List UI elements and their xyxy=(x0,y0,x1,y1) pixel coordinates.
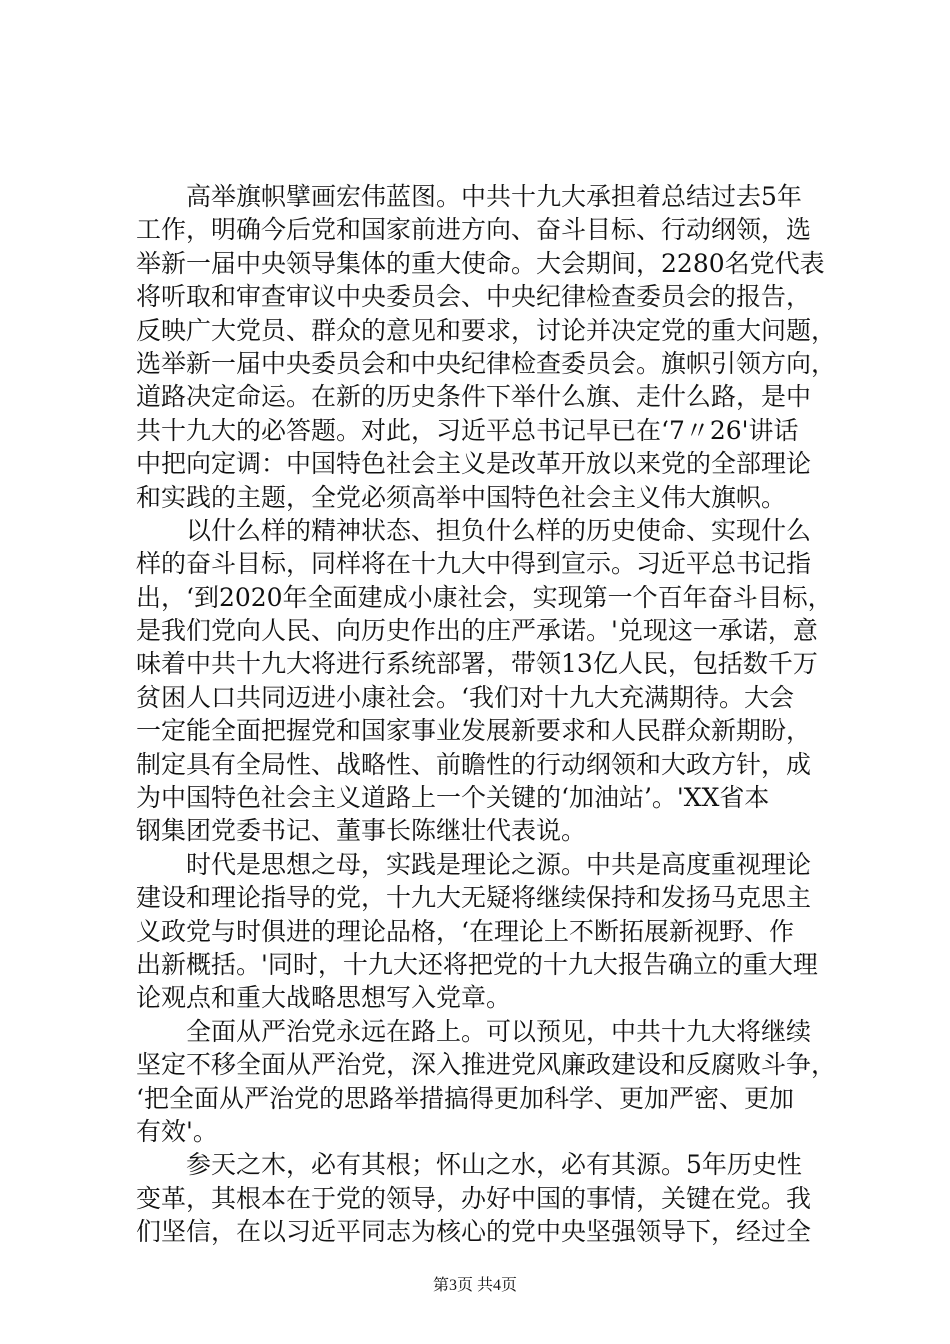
page-number-label: 第3页 共4页 xyxy=(432,1277,517,1294)
text-line: 变革，其根本在于党的领导，办好中国的事情，关键在党。我 xyxy=(136,1183,812,1213)
text-line: 为中国特色社会主义道路上一个关键的‘加油站’。'XX省本 xyxy=(136,783,770,813)
text-line: 将听取和审查审议中央委员会、中央纪律检查委员会的报告， xyxy=(136,282,812,312)
text-line: 高举旗帜擘画宏伟蓝图。中共十九大承担着总结过去5年 xyxy=(136,182,802,211)
text-line: 论观点和重大战略思想写入党章。 xyxy=(136,983,512,1013)
text-line: 建设和理论指导的党，十九大无疑将继续保持和发扬马克思主 xyxy=(136,883,812,913)
text-line: 钢集团党委书记、董事长陈继壮代表说。 xyxy=(136,816,587,846)
text-line: 和实践的主题，全党必须高举中国特色社会主义伟大旗帜。 xyxy=(136,482,787,512)
text-line: 以什么样的精神状态、担负什么样的历史使命、实现什么 xyxy=(136,515,812,545)
text-line: 样的奋斗目标，同样将在十九大中得到宣示。习近平总书记指 xyxy=(136,549,812,579)
text-line: 是我们党向人民、向历史作出的庄严承诺。'兑现这一承诺，意 xyxy=(136,616,818,646)
text-line: 全面从严治党永远在路上。可以预见，中共十九大将继续 xyxy=(136,1016,812,1046)
text-line: 义政党与时俱进的理论品格，‘在理论上不断拓展新视野、作 xyxy=(136,916,794,946)
text-line: 出，‘到2020年全面建成小康社会，实现第一个百年奋斗目标， xyxy=(136,582,833,612)
text-line: 们坚信，在以习近平同志为核心的党中央坚强领导下，经过全 xyxy=(136,1217,812,1247)
text-line: 制定具有全局性、战略性、前瞻性的行动纲领和大政方针，成 xyxy=(136,749,812,779)
text-line: 中把向定调：中国特色社会主义是改革开放以来党的全部理论 xyxy=(136,449,812,479)
text-line: 时代是思想之母，实践是理论之源。中共是高度重视理论 xyxy=(136,849,812,879)
text-line: 共十九大的必答题。对此，习近平总书记早已在‘7〃26'讲话 xyxy=(136,415,799,445)
document-body xyxy=(136,180,836,1249)
text-line: 贫困人口共同迈进小康社会。‘我们对十九大充满期待。大会 xyxy=(136,682,794,712)
text-line: 出新概括。'同时，十九大还将把党的十九大报告确立的重大理 xyxy=(136,949,818,979)
text-line: 有效'。 xyxy=(136,1116,218,1146)
text-line: 道路决定命运。在新的历史条件下举什么旗、走什么路，是中 xyxy=(136,382,812,412)
text-line: 选举新一届中央委员会和中央纪律检查委员会。旗帜引领方向， xyxy=(136,348,837,378)
text-line: 举新一届中央领导集体的重大使命。大会期间，2280名党代表 xyxy=(136,248,825,278)
text-line: 味着中共十九大将进行系统部署，带领13亿人民，包括数千万 xyxy=(136,649,818,679)
text-line: 反映广大党员、群众的意见和要求，讨论并决定党的重大问题， xyxy=(136,315,837,345)
page-footer xyxy=(0,1276,950,1296)
text-line: 一定能全面把握党和国家事业发展新要求和人民群众新期盼， xyxy=(136,716,812,746)
text-line: 参天之木，必有其根；怀山之水，必有其源。5年历史性 xyxy=(136,1150,802,1180)
text-line: ‘把全面从严治党的思路举措搞得更加科学、更加严密、更加 xyxy=(136,1083,794,1113)
text-line: 工作，明确今后党和国家前进方向、奋斗目标、行动纲领，选 xyxy=(136,215,812,245)
text-line: 坚定不移全面从严治党，深入推进党风廉政建设和反腐败斗争， xyxy=(136,1050,837,1080)
